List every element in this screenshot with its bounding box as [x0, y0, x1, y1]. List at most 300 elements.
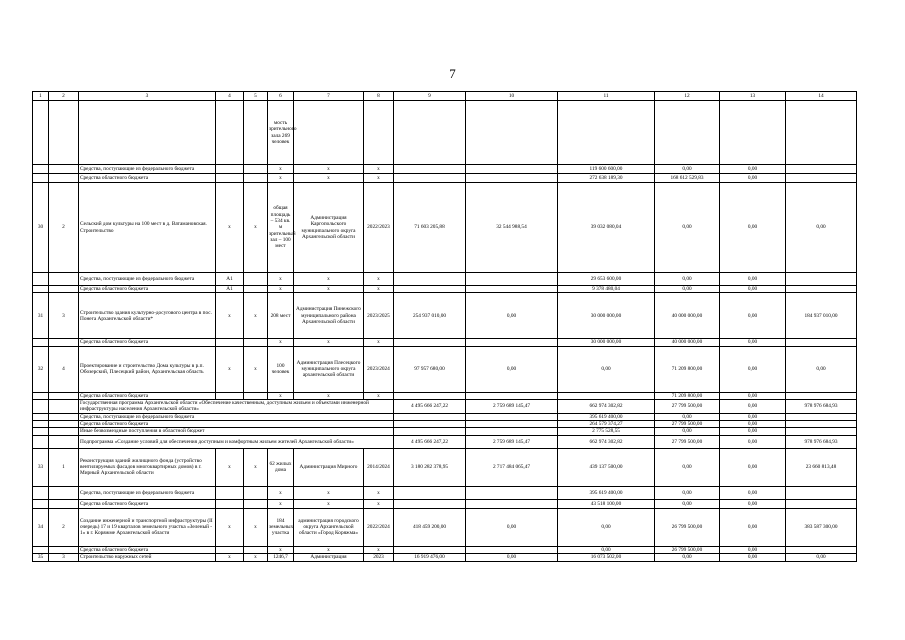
table-cell: 35 [33, 554, 49, 562]
table-cell [216, 392, 244, 399]
table-cell [33, 499, 49, 508]
table-cell: 2 [49, 508, 79, 546]
table-cell [216, 546, 244, 553]
column-number: 1 [33, 92, 49, 101]
table-cell: Средства, поступающие из федерального бюджета [79, 165, 216, 174]
table-cell [244, 174, 268, 183]
table-row [33, 174, 857, 183]
table-cell: 0,00 [558, 346, 655, 392]
table-cell [216, 101, 244, 165]
table-cell: 29 653 600,00 [558, 273, 655, 286]
table-row [33, 546, 857, 553]
table-cell [466, 428, 558, 435]
table-cell: Администрация Пинежского муниципального района Архангельской области [294, 293, 364, 339]
table-cell: 0,00 [466, 508, 558, 546]
table-cell: х [364, 339, 394, 346]
table-cell: х [216, 293, 244, 339]
table-cell: 4 495 666 247,22 [394, 435, 466, 448]
table-cell [49, 174, 79, 183]
table-cell [216, 174, 244, 183]
table-cell: 2 717 484 065,47 [466, 448, 558, 486]
table-cell: х [364, 499, 394, 508]
table-cell [364, 101, 394, 165]
table-cell: х [216, 508, 244, 546]
section-title: Средства областного бюджета [79, 421, 394, 428]
table-cell: 0,00 [655, 273, 720, 286]
table-cell [244, 499, 268, 508]
column-number: 4 [216, 92, 244, 101]
table-cell: 3 [49, 293, 79, 339]
table-cell: 0,00 [655, 413, 720, 420]
column-number: 7 [294, 92, 364, 101]
table-cell: 100 человек [268, 346, 294, 392]
table-cell: х [364, 546, 394, 553]
table-cell [33, 174, 49, 183]
table-cell: 0,00 [655, 499, 720, 508]
table-cell: 0,00 [655, 486, 720, 499]
table-cell [466, 499, 558, 508]
table-cell: 2023/2025 [364, 293, 394, 339]
table-cell: 0,00 [720, 346, 786, 392]
table-cell: х [364, 174, 394, 183]
table-cell: х [294, 339, 364, 346]
table-cell: A1 [216, 273, 244, 286]
table-cell: 30 000 000,00 [558, 339, 655, 346]
table-cell [33, 392, 49, 399]
table-cell: 27 799 500,00 [655, 421, 720, 428]
table-cell: 0,00 [786, 346, 857, 392]
table-cell [49, 101, 79, 165]
table-cell [466, 546, 558, 553]
table-cell [244, 286, 268, 293]
table-cell: 62 жилых дома [268, 448, 294, 486]
table-cell: 1 [49, 448, 79, 486]
budget-table [32, 91, 857, 562]
table-cell: х [294, 165, 364, 174]
table-cell: 0,00 [466, 293, 558, 339]
table-cell: х [216, 183, 244, 273]
table-cell: 0,00 [786, 554, 857, 562]
table-cell: общая площадь – 534 кв. м зрительный зал – 100 мест [268, 183, 294, 273]
table-cell: 32 544 988,54 [466, 183, 558, 273]
table-cell: Средства областного бюджета [79, 546, 216, 553]
table-cell: х [364, 392, 394, 399]
table-cell: 208 мест [268, 293, 294, 339]
table-cell: 0,00 [720, 486, 786, 499]
table-cell: 2023/2024 [364, 346, 394, 392]
table-cell: 2 759 689 145,47 [466, 400, 558, 414]
table-cell: 0,00 [720, 273, 786, 286]
table-cell [466, 286, 558, 293]
section-title: Иные безвозмездные поступления в областной бюджет [79, 428, 394, 435]
table-cell [49, 413, 79, 420]
table-cell: 0,00 [720, 392, 786, 399]
table-cell: х [294, 486, 364, 499]
table-cell: 30 000 000,00 [558, 293, 655, 339]
table-cell [49, 400, 79, 414]
table-cell: 3 180 282 378,95 [394, 448, 466, 486]
column-number: 6 [268, 92, 294, 101]
table-row [33, 499, 857, 508]
table-cell: х [268, 165, 294, 174]
table-cell: A1 [216, 286, 244, 293]
table-cell: Создание инженерной и транспортной инфраструктуры (II очередь) 17 и 19 кварталов земельного участка «Зеленый - 1» в г. Коряжме Архангельской области [79, 508, 216, 546]
table-cell [244, 546, 268, 553]
table-cell: 16 919 476,00 [394, 554, 466, 562]
table-cell: Средства областного бюджета [79, 392, 216, 399]
table-row [33, 286, 857, 293]
table-cell: х [268, 339, 294, 346]
table-cell [394, 339, 466, 346]
column-number-row [33, 92, 857, 101]
table-cell: х [244, 448, 268, 486]
table-cell: 31 [33, 293, 49, 339]
column-number: 9 [394, 92, 466, 101]
table-cell: мость зрительного зала 269 человек [268, 101, 294, 165]
table-cell: х [216, 448, 244, 486]
table-cell: 0,00 [720, 428, 786, 435]
table-cell: 0,00 [720, 293, 786, 339]
table-cell: 0,00 [558, 508, 655, 546]
table-cell: 0,00 [786, 183, 857, 273]
table-cell: х [364, 165, 394, 174]
table-cell: 0,00 [720, 339, 786, 346]
table-cell [33, 435, 49, 448]
table-cell: 4 [49, 346, 79, 392]
table-cell: 40 000 000,00 [655, 293, 720, 339]
table-cell [244, 339, 268, 346]
table-cell: 0,00 [720, 448, 786, 486]
table-cell: 0,00 [466, 346, 558, 392]
table-cell: 9 378 480,04 [558, 286, 655, 293]
table-cell: 33 [33, 448, 49, 486]
table-cell: Администрация Каргопольского муниципального округа Архангельской области [294, 183, 364, 273]
table-cell [786, 339, 857, 346]
page-number: 7 [449, 66, 456, 81]
table-cell: х [294, 286, 364, 293]
table-cell: 0,00 [558, 546, 655, 553]
table-row [33, 421, 857, 428]
table-cell: Средства областного бюджета [79, 499, 216, 508]
table-cell: 184 937 010,00 [786, 293, 857, 339]
table-cell: 0,00 [720, 546, 786, 553]
column-number: 3 [79, 92, 216, 101]
table-cell [33, 165, 49, 174]
table-cell: 0,00 [720, 165, 786, 174]
table-cell [394, 413, 466, 420]
table-cell [466, 273, 558, 286]
table-row [33, 183, 857, 273]
table-cell [786, 165, 857, 174]
table-cell: 1246,7 [268, 554, 294, 562]
table-cell: 0,00 [655, 448, 720, 486]
table-cell [49, 486, 79, 499]
table-cell [394, 486, 466, 499]
table-cell: 3 [49, 554, 79, 562]
table-cell [33, 413, 49, 420]
table-cell: 0,00 [720, 508, 786, 546]
table-cell [49, 499, 79, 508]
table-cell: 26 799 500,00 [655, 508, 720, 546]
section-title: Государственная программа Архангельской области «Обеспечение качественным, доступным жильем и объектами инженерной инфраструктуры населения Архангельской области» [79, 400, 394, 414]
table-cell [244, 486, 268, 499]
table-cell [49, 392, 79, 399]
table-cell: Средства областного бюджета [79, 339, 216, 346]
table-cell: х [216, 346, 244, 392]
table-cell [33, 428, 49, 435]
table-cell: х [244, 293, 268, 339]
table-cell: 4 495 666 247,22 [394, 400, 466, 414]
table-cell: 32 [33, 346, 49, 392]
table-cell: 71 603 205,88 [394, 183, 466, 273]
table-cell [33, 486, 49, 499]
table-cell: 2022/2023 [364, 183, 394, 273]
table-cell [655, 101, 720, 165]
table-cell: х [244, 554, 268, 562]
table-cell [33, 286, 49, 293]
table-cell [394, 165, 466, 174]
table-cell: х [244, 183, 268, 273]
table-cell: 0,00 [655, 183, 720, 273]
table-cell [33, 546, 49, 553]
table-row [33, 428, 857, 435]
table-cell: 383 587 300,00 [786, 508, 857, 546]
table-cell [786, 413, 857, 420]
table-cell: 0,00 [655, 286, 720, 293]
table-cell: Средства областного бюджета [79, 286, 216, 293]
section-title: Подпрограмма «Создание условий для обеспечения доступным и комфортным жильем жителей Архангельской области» [79, 435, 394, 448]
table-cell: администрация городского округа Архангельской области «Город Коряжма» [294, 508, 364, 546]
table-cell: 27 799 500,00 [655, 435, 720, 448]
table-cell: 40 000 000,00 [655, 339, 720, 346]
table-cell [33, 273, 49, 286]
table-cell [294, 101, 364, 165]
table-cell [49, 435, 79, 448]
table-cell: 39 032 080,04 [558, 183, 655, 273]
table-cell: 0,00 [655, 428, 720, 435]
table-cell [786, 428, 857, 435]
table-cell: х [294, 546, 364, 553]
table-cell [786, 101, 857, 165]
table-cell: 264 579 374,27 [558, 421, 655, 428]
table-cell: х [244, 346, 268, 392]
table-cell: 0,00 [720, 554, 786, 562]
table-cell: 16 073 502,00 [558, 554, 655, 562]
table-cell: х [364, 273, 394, 286]
table-cell [720, 101, 786, 165]
column-number: 2 [49, 92, 79, 101]
table-cell [394, 273, 466, 286]
table-cell: 71 209 800,00 [655, 346, 720, 392]
table-cell: 0,00 [655, 165, 720, 174]
table-cell: 168 612 529,83 [655, 174, 720, 183]
table-row [33, 165, 857, 174]
table-cell: 2022/2024 [364, 508, 394, 546]
table-cell: 0,00 [720, 286, 786, 293]
table-cell: 0,00 [655, 554, 720, 562]
table-cell [394, 499, 466, 508]
table-row [33, 273, 857, 286]
table-cell: 2023 [364, 554, 394, 562]
table-cell: 0,00 [720, 435, 786, 448]
table-cell [33, 339, 49, 346]
table-cell [786, 499, 857, 508]
table-cell [558, 101, 655, 165]
table-cell: Строительство здания культурно-досугового центра в пос. Понега Архангельской области* [79, 293, 216, 339]
table-cell [786, 392, 857, 399]
table-cell: 119 600 600,00 [558, 165, 655, 174]
table-cell [49, 273, 79, 286]
table-cell: х [268, 273, 294, 286]
table-cell [33, 400, 49, 414]
column-number: 8 [364, 92, 394, 101]
table-cell [466, 421, 558, 428]
table-cell [244, 101, 268, 165]
table-cell: 2 775 528,55 [558, 428, 655, 435]
table-row [33, 508, 857, 546]
table-cell [466, 101, 558, 165]
table-cell [244, 273, 268, 286]
table-cell [786, 273, 857, 286]
table-cell: 26 799 500,00 [655, 546, 720, 553]
table-cell: х [268, 392, 294, 399]
table-cell [466, 486, 558, 499]
table-cell [394, 101, 466, 165]
table-cell [558, 392, 655, 399]
table-cell [49, 421, 79, 428]
table-cell [33, 421, 49, 428]
table-cell: 662 974 302,82 [558, 400, 655, 414]
table-cell: 27 799 500,00 [655, 400, 720, 414]
table-cell: 0,00 [720, 174, 786, 183]
table-cell: 2 759 689 145,47 [466, 435, 558, 448]
table-cell: Строительство наружных сетей [79, 554, 216, 562]
table-cell [49, 165, 79, 174]
table-cell [49, 428, 79, 435]
table-cell: Администрация Плесецкого муниципального округа архангельской области [294, 346, 364, 392]
table-cell: 0,00 [720, 400, 786, 414]
column-number: 10 [466, 92, 558, 101]
table-cell: Средства, поступающие из федерального бюджета [79, 486, 216, 499]
table-cell [49, 339, 79, 346]
table-cell: 0,00 [720, 413, 786, 420]
table-cell: 272 638 189,30 [558, 174, 655, 183]
table-cell: 30 [33, 183, 49, 273]
table-cell: 0,00 [720, 183, 786, 273]
table-cell [244, 165, 268, 174]
table-cell: х [294, 499, 364, 508]
table-cell [79, 101, 216, 165]
table-cell: 97 957 680,00 [394, 346, 466, 392]
table-cell [786, 486, 857, 499]
table-row [33, 448, 857, 486]
table-cell: х [268, 546, 294, 553]
table-cell [394, 428, 466, 435]
table-cell: х [268, 174, 294, 183]
table-cell: х [294, 273, 364, 286]
table-cell: 418 459 200,00 [394, 508, 466, 546]
section-title: Средства, поступающие из федерального бюджета [79, 413, 394, 420]
table-row [33, 435, 857, 448]
table-cell [216, 499, 244, 508]
table-cell: Администрация Мирного [294, 448, 364, 486]
column-number: 14 [786, 92, 857, 101]
table-cell: Администрация [294, 554, 364, 562]
table-cell: Средства областного бюджета [79, 174, 216, 183]
column-number: 5 [244, 92, 268, 101]
table-cell [216, 165, 244, 174]
table-cell: 2014/2024 [364, 448, 394, 486]
table-cell: 34 [33, 508, 49, 546]
table-cell [49, 546, 79, 553]
table-row [33, 101, 857, 165]
table-row [33, 346, 857, 392]
table-row [33, 392, 857, 399]
table-cell: х [364, 286, 394, 293]
table-cell [216, 339, 244, 346]
table-cell: 2 [49, 183, 79, 273]
table-row [33, 400, 857, 414]
table-cell [216, 486, 244, 499]
table-cell [466, 174, 558, 183]
table-cell: 0,00 [720, 499, 786, 508]
table-cell [394, 392, 466, 399]
table-row [33, 486, 857, 499]
table-cell [786, 286, 857, 293]
table-cell: Проектирование и строительство Дома культуры в р.п. Обозерский, Плесецкий район, Архангельская область [79, 346, 216, 392]
table-cell [394, 174, 466, 183]
table-cell: 71 209 800,00 [655, 392, 720, 399]
table-cell [786, 546, 857, 553]
table-cell: Сельский дом культуры на 100 мест в д. Ватамановская. Строительство [79, 183, 216, 273]
column-number: 11 [558, 92, 655, 101]
table-cell: 662 974 302,82 [558, 435, 655, 448]
table-cell: 978 976 684,93 [786, 435, 857, 448]
table-cell: 395 619 400,00 [558, 486, 655, 499]
table-cell: Средства, поступающие из федерального бюджета [79, 273, 216, 286]
table-cell [466, 392, 558, 399]
table-cell: 43 518 100,00 [558, 499, 655, 508]
table-cell: 23 660 813,48 [786, 448, 857, 486]
table-body [33, 92, 857, 562]
table-cell [394, 546, 466, 553]
table-cell: х [268, 499, 294, 508]
table-cell: х [364, 486, 394, 499]
table-cell: 395 619 400,00 [558, 413, 655, 420]
table-cell: х [294, 174, 364, 183]
table-row [33, 554, 857, 562]
table-cell: 0,00 [720, 421, 786, 428]
table-row [33, 293, 857, 339]
table-cell [394, 286, 466, 293]
table-cell: х [268, 486, 294, 499]
table-cell [49, 286, 79, 293]
table-cell: х [244, 508, 268, 546]
table-row [33, 413, 857, 420]
table-cell [33, 101, 49, 165]
table-cell [244, 392, 268, 399]
table-cell: 184 земельных участка [268, 508, 294, 546]
table-cell: 254 937 010,00 [394, 293, 466, 339]
table-cell: 439 137 500,00 [558, 448, 655, 486]
table-cell [786, 421, 857, 428]
table-cell [466, 339, 558, 346]
table-cell: 978 976 684,93 [786, 400, 857, 414]
table-cell: х [216, 554, 244, 562]
table-cell [466, 413, 558, 420]
table-cell [466, 165, 558, 174]
table-cell: 0,00 [466, 554, 558, 562]
